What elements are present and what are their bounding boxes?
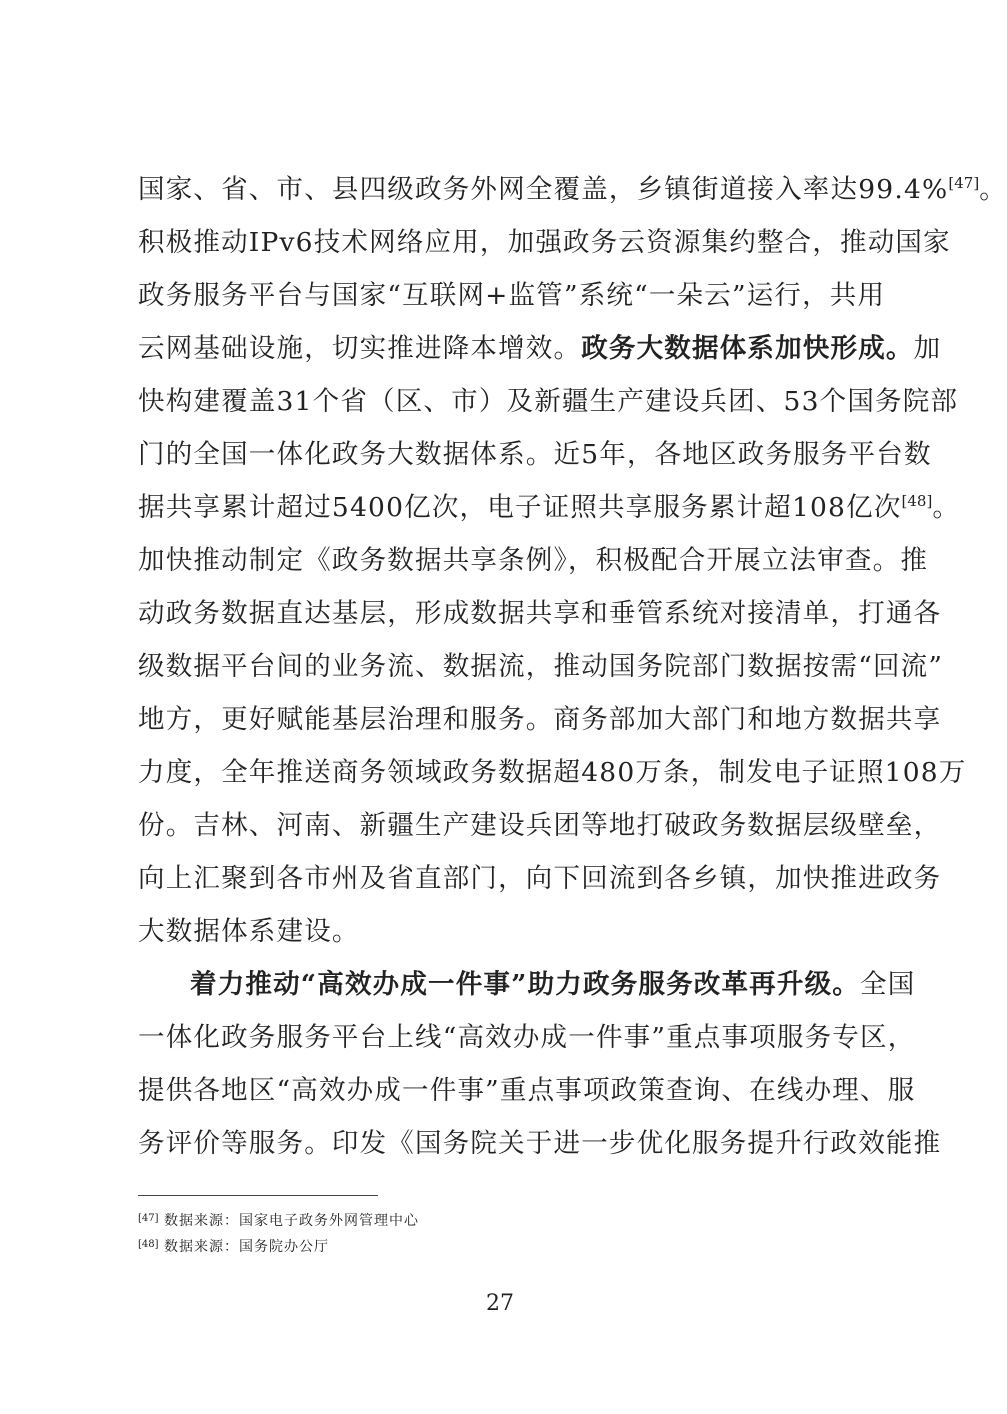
body-line-10: 级数据平台间的业务流、数据流，推动国务院部门数据按需“回流” xyxy=(138,651,944,682)
footnote-divider xyxy=(138,1195,378,1196)
body-line-8: 加快推动制定《政务数据共享条例》，积极配合开展立法审查。推 xyxy=(138,545,929,576)
section-heading-one-thing: 着力推动“高效办成一件事”助力政务服务改革再升级。 xyxy=(190,969,860,1000)
body-line-14: 向上汇聚到各市州及省直部门，向下回流到各乡镇，加快推进政务 xyxy=(138,863,942,894)
body-line-3: 政务服务平台与国家“互联网+监管”系统“一朵云”运行，共用 xyxy=(138,280,886,311)
section-heading-big-data: 政务大数据体系加快形成。 xyxy=(581,333,914,364)
para2-line-1: 着力推动“高效办成一件事”助力政务服务改革再升级。全国 xyxy=(190,969,916,1000)
footnote-47: [47] 数据来源：国家电子政务外网管理中心 xyxy=(138,1213,419,1229)
page-number: 27 xyxy=(486,1291,514,1316)
para2-line-4: 务评价等服务。印发《国务院关于进一步优化服务提升行政效能推 xyxy=(138,1128,942,1159)
body-line-5: 快构建覆盖31个省（区、市）及新疆生产建设兵团、53个国务院部 xyxy=(138,386,959,417)
footnote-48: [48] 数据来源：国务院办公厅 xyxy=(138,1239,329,1255)
footnote-ref-47[interactable]: [47] xyxy=(948,174,980,192)
para2-line-3: 提供各地区“高效办成一件事”重点事项政策查询、在线办理、服 xyxy=(138,1075,916,1106)
body-line-15: 大数据体系建设。 xyxy=(138,916,360,947)
body-line-7: 据共享累计超过5400亿次，电子证照共享服务累计超108亿次[48]。 xyxy=(138,492,961,523)
body-line-11: 地方，更好赋能基层治理和服务。商务部加大部门和地方数据共享 xyxy=(138,704,942,735)
body-line-6: 门的全国一体化政务大数据体系。近5年，各地区政务服务平台数 xyxy=(138,439,932,470)
body-line-9: 动政务数据直达基层，形成数据共享和垂管系统对接清单，打通各 xyxy=(138,598,942,629)
body-line-1: 国家、省、市、县四级政务外网全覆盖，乡镇街道接入率达99.4%[47]。 xyxy=(138,174,1007,205)
body-line-12: 力度，全年推送商务领域政务数据超480万条，制发电子证照108万 xyxy=(138,757,967,788)
body-line-4: 云网基础设施，切实推进降本增效。政务大数据体系加快形成。加 xyxy=(138,333,942,364)
body-line-13: 份。吉林、河南、新疆生产建设兵团等地打破政务数据层级壁垒， xyxy=(138,810,942,841)
para2-line-2: 一体化政务服务平台上线“高效办成一件事”重点事项服务专区， xyxy=(138,1022,916,1053)
body-line-2: 积极推动IPv6技术网络应用，加强政务云资源集约整合，推动国家 xyxy=(138,227,951,258)
footnote-ref-48[interactable]: [48] xyxy=(901,492,933,510)
